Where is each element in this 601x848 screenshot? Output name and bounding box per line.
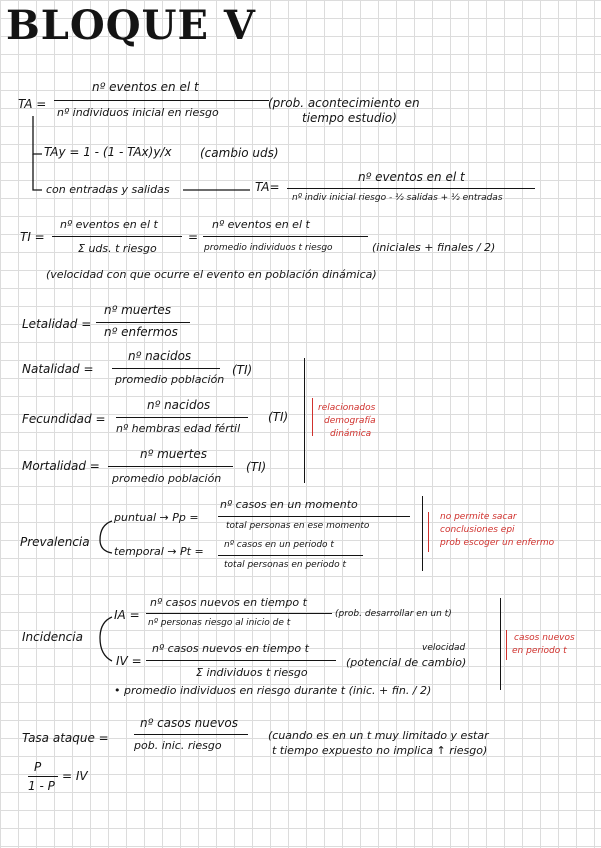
ia-denominator: nº personas riesgo al inicio de t bbox=[148, 618, 291, 628]
ataque-note-2: t tiempo expuesto no implica ↑ riesgo) bbox=[272, 744, 488, 757]
incidencia-label: Incidencia bbox=[22, 630, 83, 644]
fecundidad-numerator: nº nacidos bbox=[147, 398, 211, 412]
incidencia-brace bbox=[100, 617, 112, 661]
demography-note-3: dinámica bbox=[330, 429, 372, 439]
odds-rhs: = IV bbox=[62, 769, 88, 783]
page-title: BLOQUE V bbox=[6, 2, 256, 49]
pp-numerator: nº casos en un momento bbox=[220, 498, 358, 511]
ta-cond-numerator: nº eventos en el t bbox=[358, 170, 465, 184]
demography-note-2: demografía bbox=[324, 416, 376, 426]
ti-equals: = bbox=[188, 230, 199, 244]
natalidad-tag: (TI) bbox=[232, 363, 253, 377]
ti-note: (iniciales + finales / 2) bbox=[372, 241, 496, 254]
ta-cond-denominator: nº indiv inicial riesgo - ½ salidas + ½ entradas bbox=[292, 193, 503, 203]
ta-arrow-1 bbox=[33, 116, 42, 154]
ataque-denominator: pob. inic. riesgo bbox=[134, 739, 222, 752]
incidencia-promedio: • promedio individuos en riesgo durante t (inic. + fin. / 2) bbox=[114, 684, 432, 697]
prevalencia-note-2: conclusiones epi bbox=[440, 525, 515, 535]
iv-note: (potencial de cambio) bbox=[346, 656, 467, 669]
prevalencia-temporal: temporal → Pt = bbox=[114, 545, 204, 558]
prevalencia-note-1: no permite sacar bbox=[440, 512, 517, 522]
prevalencia-label: Prevalencia bbox=[20, 535, 90, 549]
tay-note: (cambio uds) bbox=[200, 146, 279, 160]
ta-numerator: nº eventos en el t bbox=[92, 80, 199, 94]
ta-arrow-2 bbox=[33, 154, 42, 190]
letalidad-denominator: nº enfermos bbox=[104, 325, 178, 339]
iv-denominator: Σ individuos t riesgo bbox=[196, 666, 308, 679]
ia-numerator: nº casos nuevos en tiempo t bbox=[150, 596, 307, 609]
odds-numerator: P bbox=[34, 760, 42, 774]
letalidad-numerator: nº muertes bbox=[104, 303, 172, 317]
ti-denominator-2: promedio individuos t riesgo bbox=[204, 243, 333, 253]
mortalidad-lhs: Mortalidad = bbox=[22, 459, 100, 473]
iv-lhs: IV = bbox=[116, 654, 142, 668]
natalidad-numerator: nº nacidos bbox=[128, 349, 192, 363]
ti-denominator-1: Σ uds. t riesgo bbox=[78, 242, 157, 255]
fecundidad-denominator: nº hembras edad fértil bbox=[116, 422, 241, 435]
ta-denominator: nº individuos inicial en riesgo bbox=[57, 106, 219, 119]
ataque-numerator: nº casos nuevos bbox=[140, 716, 238, 730]
mortalidad-numerator: nº muertes bbox=[140, 447, 208, 461]
pt-numerator: nº casos en un periodo t bbox=[224, 540, 334, 550]
incidencia-side-1: casos nuevos bbox=[514, 633, 575, 643]
ataque-note-1: (cuando es en un t muy limitado y estar bbox=[268, 729, 489, 742]
demography-note-1: relacionados bbox=[318, 403, 376, 413]
ti-numerator-1: nº eventos en el t bbox=[60, 218, 158, 231]
ta-note-2: tiempo estudio) bbox=[302, 111, 397, 125]
ta-lhs: TA = bbox=[18, 97, 47, 111]
iv-numerator: nº casos nuevos en tiempo t bbox=[152, 642, 309, 655]
natalidad-lhs: Natalidad = bbox=[22, 362, 94, 376]
letalidad-lhs: Letalidad = bbox=[22, 317, 92, 331]
ti-description: (velocidad con que ocurre el evento en población dinámica) bbox=[46, 268, 377, 281]
iv-note-top: velocidad bbox=[422, 643, 466, 653]
pp-denominator: total personas en ese momento bbox=[226, 521, 370, 531]
mortalidad-tag: (TI) bbox=[246, 460, 267, 474]
ia-lhs: IA = bbox=[114, 608, 140, 622]
ta-cond-lhs: TA= bbox=[255, 180, 280, 194]
natalidad-denominator: promedio población bbox=[115, 373, 225, 386]
ti-lhs: TI = bbox=[20, 230, 45, 244]
mortalidad-denominator: promedio población bbox=[112, 472, 222, 485]
ti-numerator-2: nº eventos en el t bbox=[212, 218, 310, 231]
ataque-lhs: Tasa ataque = bbox=[22, 731, 109, 745]
prevalencia-note-3: prob escoger un enfermo bbox=[440, 538, 555, 548]
incidencia-side-2: en periodo t bbox=[512, 646, 567, 656]
prevalencia-puntual: puntual → Pp = bbox=[114, 511, 199, 524]
fecundidad-tag: (TI) bbox=[268, 410, 289, 424]
ia-note: (prob. desarrollar en un t) bbox=[335, 609, 452, 619]
pt-denominator: total personas en periodo t bbox=[224, 560, 347, 570]
ta-condition: con entradas y salidas bbox=[46, 183, 170, 196]
fecundidad-lhs: Fecundidad = bbox=[22, 412, 106, 426]
ta-note-1: (prob. acontecimiento en bbox=[268, 96, 420, 110]
odds-denominator: 1 - P bbox=[28, 779, 55, 793]
prevalencia-brace bbox=[100, 521, 112, 553]
tay-formula: TAy = 1 - (1 - TAx)y/x bbox=[44, 145, 172, 159]
